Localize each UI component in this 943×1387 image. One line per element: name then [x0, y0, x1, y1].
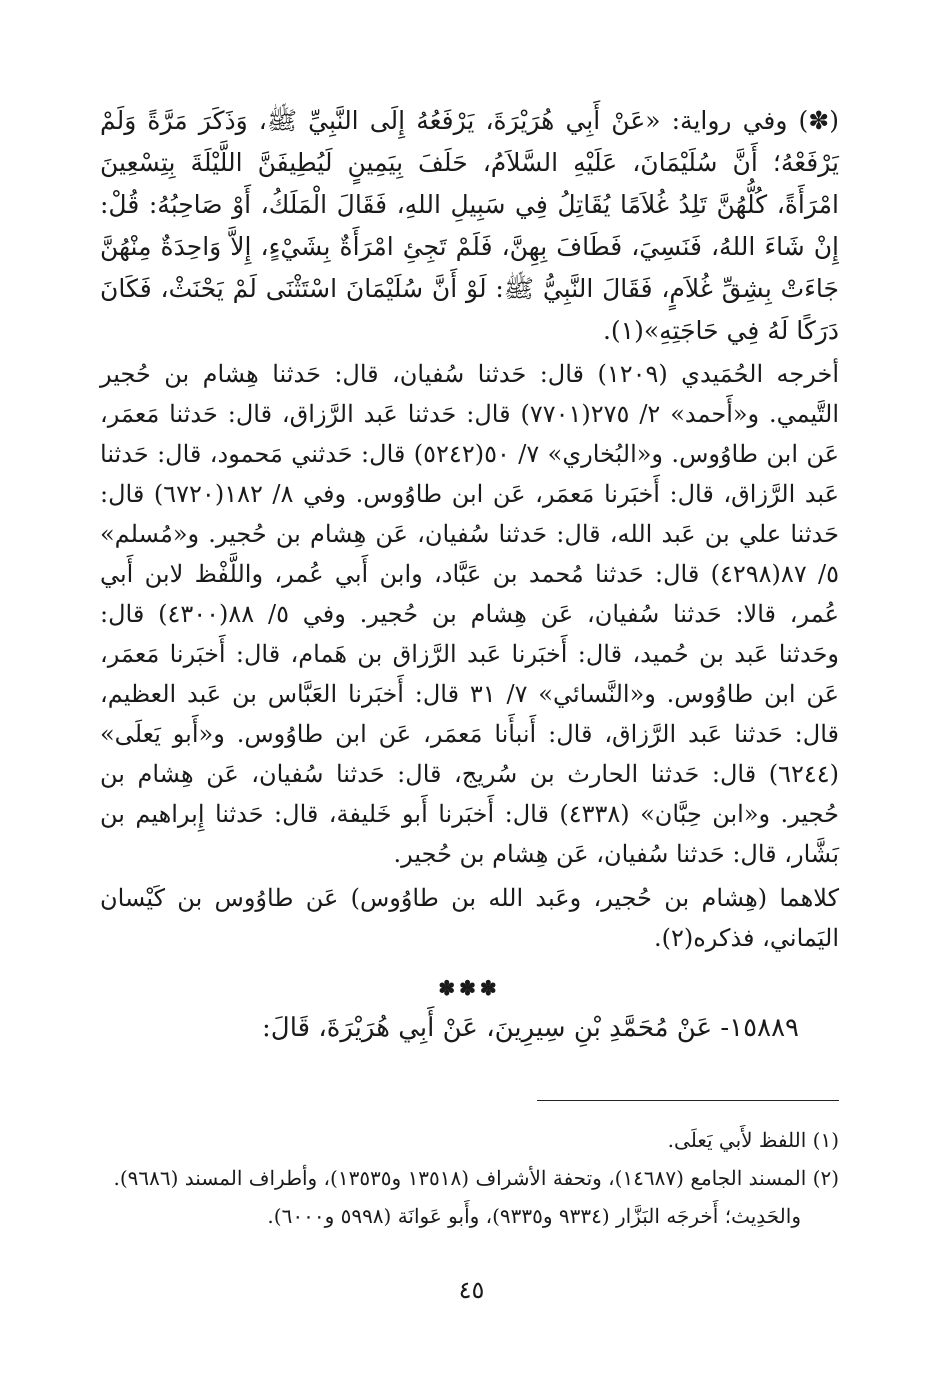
footnote-2: (٢) المسند الجامع (١٤٦٨٧)، وتحفة الأشراف (١٣٥١٨ و١٣٥٣٥)، وأطراف المسند (٩٦٨٦).: [113, 1166, 839, 1190]
takhrij-sources: أخرجه الحُمَيدي (١٢٠٩) قال: حَدثنا سُفيان، قال: حَدثنا هِشام بن حُجير التَّيمي. و«أَحمد» ٢/ ٢٧٥(٧٧٠١) قال: حَدثنا عَبد الرَّزاق، قال: حَدثنا مَعمَر، عَن ابن طاوُوس. و«البُخاري» ٧/ ٥٠(٥٢٤٢) قال: حَدثني مَحمود، قال: حَدثنا عَبد الرَّزاق، قال: أَخبَرنا مَعمَر، عَن ابن طاوُوس. وفي ٨/ ١٨٢(٦٧٢٠) قال: حَدثنا علي بن عَبد الله، قال: حَدثنا سُفيان، عَن هِشام بن حُجير. و«مُسلم» ٥/ ٨٧(٤٢٩٨) قال: حَدثنا مُحمد بن عَبَّاد، وابن أَبي عُمر، واللَّفْظ لابن أَبي عُمر، قالا: حَدثنا سُفيان، عَن هِشام بن حُجير. وفي ٥/ ٨٨(٤٣٠٠) قال: وحَدثنا عَبد بن حُميد، قال: أَخبَرنا عَبد الرَّزاق بن هَمام، قال: أَخبَرنا مَعمَر، عَن ابن طاوُوس. و«النَّسائي» ٧/ ٣١ قال: أَخبَرنا العَبَّاس بن عَبد العظيم، قال: حَدثنا عَبد الرَّزاق، قال: أَنبأَنا مَعمَر، عَن ابن طاوُوس. و«أَبو يَعلَى» (٦٢٤٤) قال: حَدثنا الحارث بن سُريج، قال: حَدثنا سُفيان، عَن هِشام بن حُجير. و«ابن حِبَّان» (٤٣٣٨) قال: أَخبَرنا أَبو خَليفة، قال: حَدثنا إِبراهيم بن بَشَّار، قال: حَدثنا سُفيان، عَن هِشام بن حُجير.: [100, 360, 840, 868]
hadith-text: (✽) وفي رواية: «عَنْ أَبِي هُرَيْرَةَ، يَرْفَعُهُ إِلَى النَّبِيِّ ﷺ، وَذَكَرَ مَرَّةً وَلَمْ يَرْفَعْهُ؛ أَنَّ سُلَيْمَانَ، عَلَيْهِ السَّلاَمُ، حَلَفَ بِيَمِينٍ لَيُطِيفَنَّ اللَّيْلَةَ بِتِسْعِينَ امْرَأَةً، كُلُّهُنَّ تَلِدُ غُلاَمًا يُقَاتِلُ فِي سَبِيلِ اللهِ، فَقَالَ الْمَلَكُ، أَوْ صَاحِبُهُ: قُلْ: إِنْ شَاءَ اللهُ، فَنَسِيَ، فَطَافَ بِهِنَّ، فَلَمْ تَجِئِ امْرَأَةٌ بِشَيْءٍ، إِلاَّ وَاحِدَةٌ مِنْهُنَّ جَاءَتْ بِشِقِّ غُلاَمٍ، فَقَالَ النَّبِيُّ ﷺ: لَوْ أَنَّ سُلَيْمَانَ اسْتَثْنَى لَمْ يَحْنَثْ، فَكَانَ دَرَكًا لَهُ فِي حَاجَتِهِ»(١).: [100, 106, 839, 345]
section-separator: ✽✽✽: [438, 976, 501, 1000]
footnote-2-continuation: والحَدِيث؛ أَخرجَه البَزَّار (٩٣٣٤ و٩٣٣٥)، وأَبو عَوانَة (٥٩٩٨ و٦٠٠٠).: [267, 1204, 801, 1228]
chain-summary: كلاهما (هِشام بن حُجير، وعَبد الله بن طاوُوس) عَن طاوُوس بن كَيْسان اليَماني، فذكره(٢).: [100, 884, 839, 952]
next-hadith-heading: ١٥٨٨٩- عَنْ مُحَمَّدِ بْنِ سِيرِينَ، عَنْ أَبِي هُرَيْرَةَ، قَالَ:: [262, 1013, 799, 1043]
footnote-1: (١) اللفظ لأَبي يَعلَى.: [667, 1128, 839, 1152]
footnotes: [100, 1121, 839, 1235]
footnote-rule: [537, 1100, 839, 1101]
page-number: ٤٥: [458, 1276, 485, 1304]
